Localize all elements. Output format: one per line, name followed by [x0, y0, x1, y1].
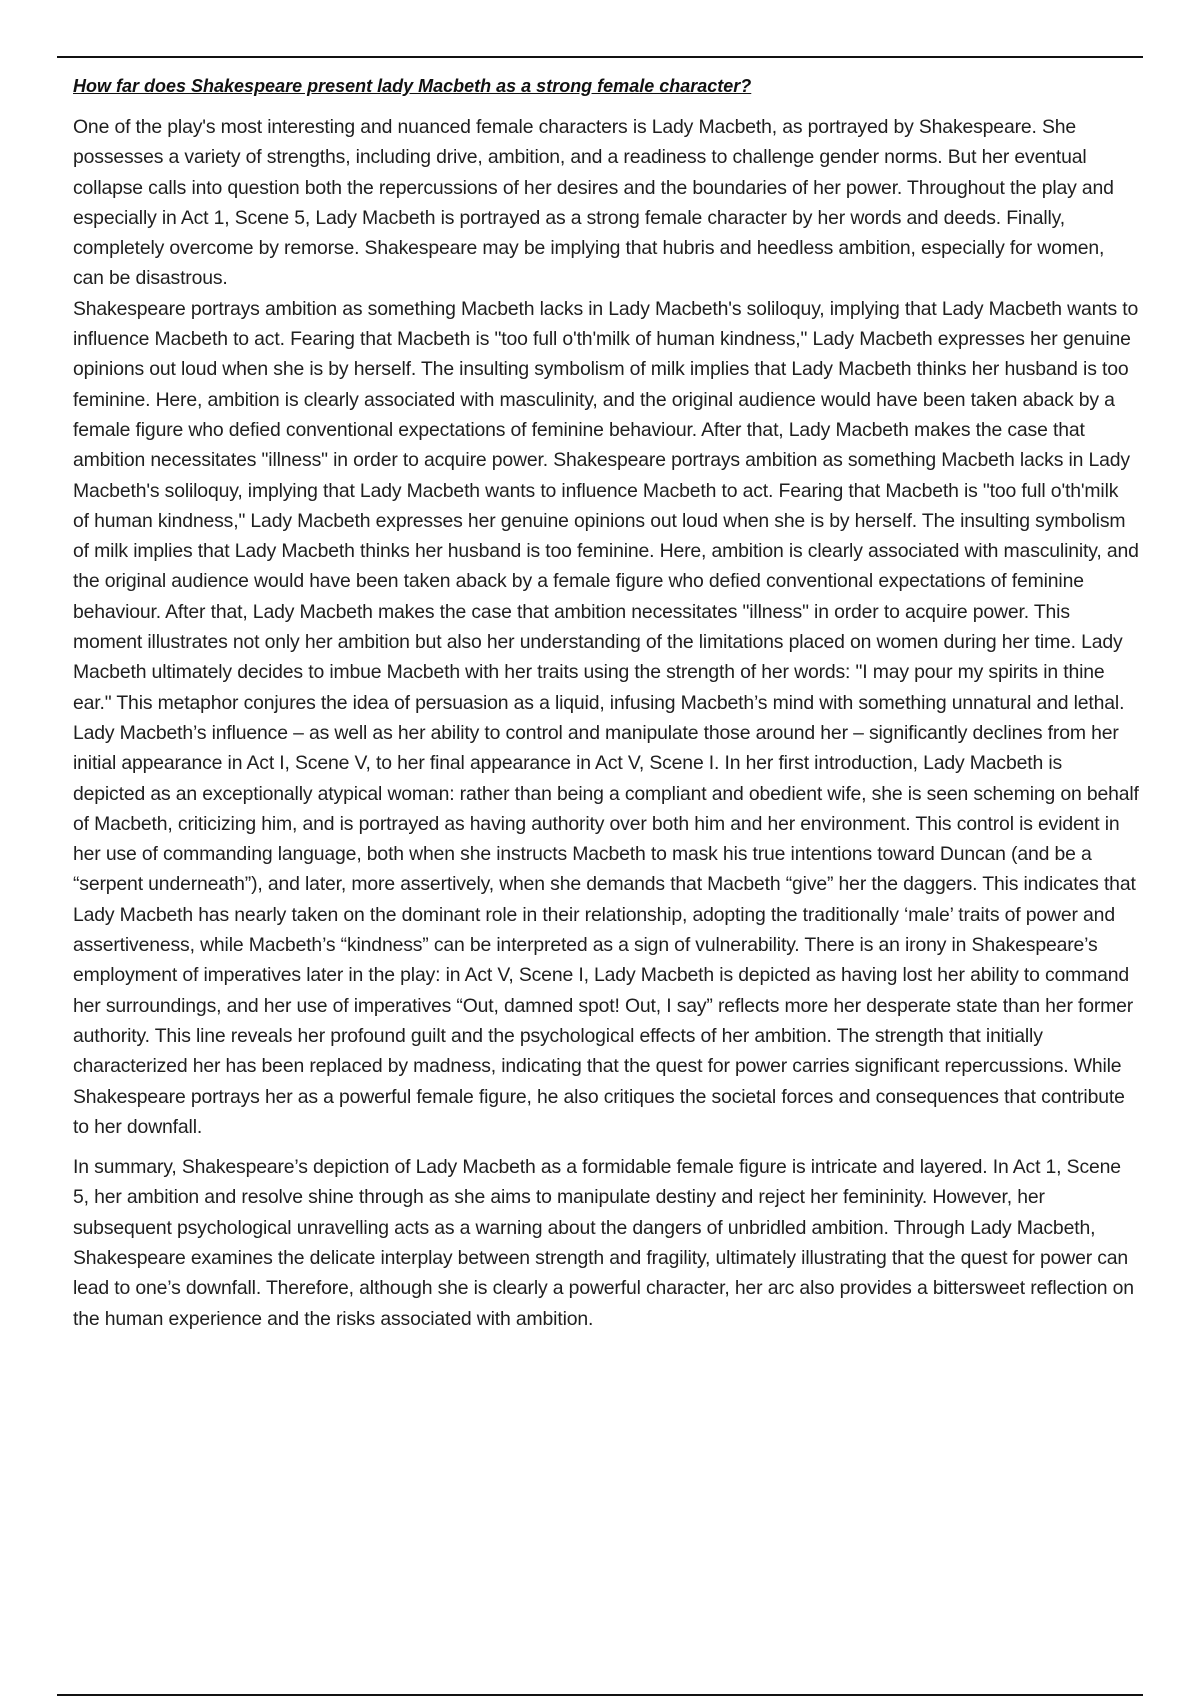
bottom-divider	[57, 1694, 1143, 1696]
paragraph-introduction: One of the play's most interesting and nuanced female characters is Lady Macbeth, as portrayed by Shakespeare. She possesses a variety of strengths, including drive, ambition, and a readiness to challenge gender norms. But her eventual collapse calls into question both the repercussions of her desires and the boundaries of her power. Throughout the play and especially in Act 1, Scene 5, Lady Macbeth is portrayed as a strong female character by her words and deeds. Finally, completely overcome by remorse. Shakespeare may be implying that hubris and heedless ambition, especially for women, can be disastrous.	[73, 116, 1114, 290]
essay-title: How far does Shakespeare present lady Macbeth as a strong female character?	[73, 76, 752, 96]
paragraph-influence: Lady Macbeth’s influence – as well as her ability to control and manipulate those around her – significantly declines from her initial appearance in Act I, Scene V, to her final appearance in Act V, Scene I. In her first introduction, Lady Macbeth is depicted as an exceptionally atypical woman: rather than being a compliant and obedient wife, she is seen scheming on behalf of Macbeth, criticizing him, and is portrayed as having authority over both him and her environment. This control is evident in her use of commanding language, both when she instructs Macbeth to mask his true intentions toward Duncan (and be a “serpent underneath”), and later, more assertively, when she demands that Macbeth “give” her the daggers. This indicates that Lady Macbeth has nearly taken on the dominant role in their relationship, adopting the traditionally ‘male’ traits of power and assertiveness, while Macbeth’s “kindness” can be interpreted as a sign of vulnerability. There is an irony in Shakespeare’s employment of imperatives later in the play: in Act V, Scene I, Lady Macbeth is depicted as having lost her ability to command her surroundings, and her use of imperatives “Out, damned spot! Out, I say” reflects more her desperate state than her former authority. This line reveals her profound guilt and the psychological effects of her ambition. The strength that initially characterized her has been replaced by madness, indicating that the quest for power carries significant repercussions. While Shakespeare portrays her as a powerful female figure, he also critiques the societal forces and consequences that contribute to her downfall.	[73, 721, 1139, 1138]
paragraph-conclusion: In summary, Shakespeare’s depiction of Lady Macbeth as a formidable female figure is intricate and layered. In Act 1, Scene 5, her ambition and resolve shine through as she aims to manipulate destiny and reject her femininity. However, her subsequent psychological unravelling acts as a warning about the dangers of unbridled ambition. Through Lady Macbeth, Shakespeare examines the delicate interplay between strength and fragility, ultimately illustrating that the quest for power can lead to one’s downfall. Therefore, although she is clearly a powerful character, her arc also provides a bittersweet reflection on the human experience and the risks associated with ambition.	[73, 1156, 1134, 1330]
top-divider	[57, 56, 1143, 58]
essay-content	[73, 72, 1139, 1334]
paragraph-soliloquy: Shakespeare portrays ambition as something Macbeth lacks in Lady Macbeth's soliloquy, implying that Lady Macbeth wants to influence Macbeth to act. Fearing that Macbeth is "too full o'th'milk of human kindness," Lady Macbeth expresses her genuine opinions out loud when she is by herself. The insulting symbolism of milk implies that Lady Macbeth thinks her husband is too feminine. Here, ambition is clearly associated with masculinity, and the original audience would have been taken aback by a female figure who defied conventional expectations of feminine behaviour. After that, Lady Macbeth makes the case that ambition necessitates "illness" in order to acquire power. Shakespeare portrays ambition as something Macbeth lacks in Lady Macbeth's soliloquy, implying that Lady Macbeth wants to influence Macbeth to act. Fearing that Macbeth is "too full o'th'milk of human kindness," Lady Macbeth expresses her genuine opinions out loud when she is by herself. The insulting symbolism of milk implies that Lady Macbeth thinks her husband is too feminine. Here, ambition is clearly associated with masculinity, and the original audience would have been taken aback by a female figure who defied conventional expectations of feminine behaviour. After that, Lady Macbeth makes the case that ambition necessitates "illness" in order to acquire power. This moment illustrates not only her ambition but also her understanding of the limitations placed on women during her time. Lady Macbeth ultimately decides to imbue Macbeth with her traits using the strength of her words: "I may pour my spirits in thine ear." This metaphor conjures the idea of persuasion as a liquid, infusing Macbeth’s mind with something unnatural and lethal.	[73, 297, 1139, 714]
